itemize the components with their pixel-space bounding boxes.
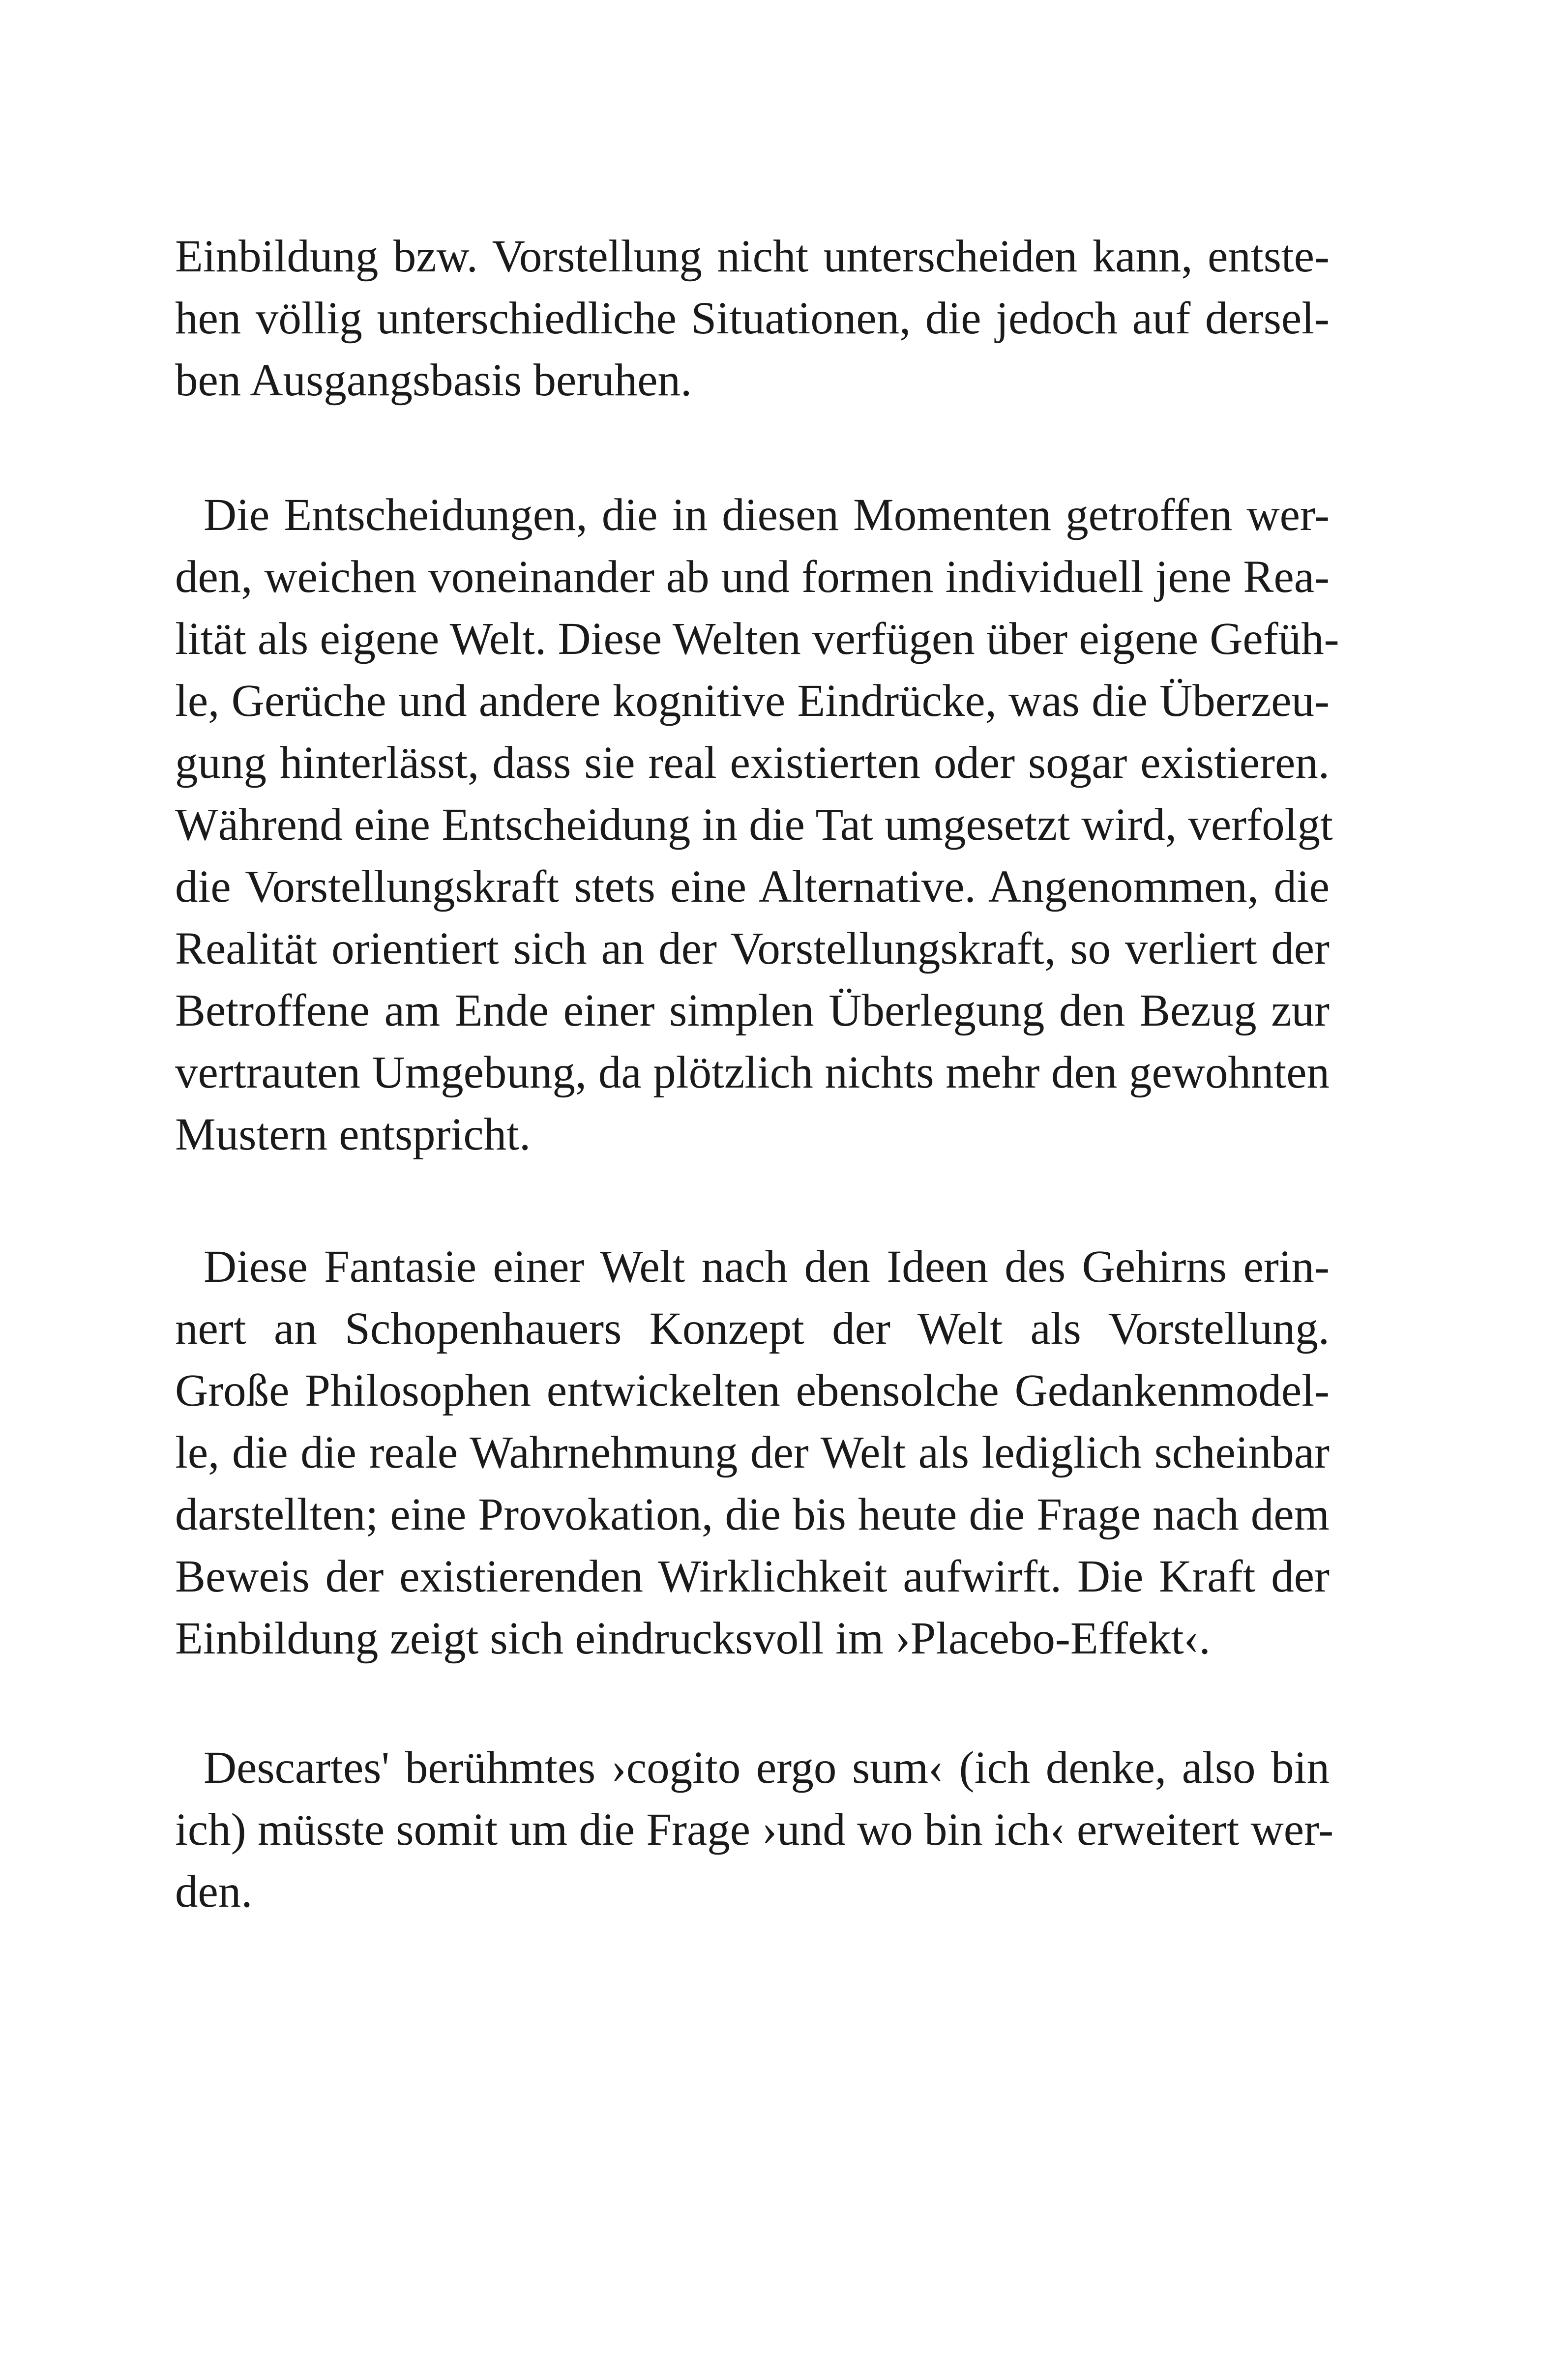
text-line: Diese Fantasie einer Welt nach den Ideen des Gehirns erin- — [204, 1241, 1330, 1292]
text-line: Beweis der existierenden Wirklichkeit aufwirft. Die Kraft der — [175, 1551, 1330, 1602]
text-line: Betroffene am Ende einer simplen Überlegung den Bezug zur — [175, 985, 1330, 1036]
text-line: vertrauten Umgebung, da plötzlich nichts mehr den gewohnten — [175, 1047, 1330, 1098]
text-line: gung hinterlässt, dass sie real existierten oder sogar existieren. — [175, 738, 1330, 788]
text-line: Große Philosophen entwickelten ebensolche Gedankenmodel- — [175, 1365, 1330, 1416]
paragraph — [175, 1737, 1334, 1923]
text-line: Einbildung zeigt sich eindrucksvoll im ›Placebo-Effekt‹. — [175, 1613, 1211, 1664]
text-line: Descartes' berühmtes ›cogito ergo sum‹ (ich denke, also bin — [204, 1742, 1330, 1793]
text-line: le, die die reale Wahrnehmung der Welt als lediglich scheinbar — [175, 1427, 1330, 1478]
text-line: Mustern entspricht. — [175, 1109, 531, 1160]
text-line: le, Gerüche und andere kognitive Eindrücke, was die Überzeu- — [175, 676, 1330, 726]
text-line: den. — [175, 1866, 253, 1917]
text-line: Einbildung bzw. Vorstellung nicht unterscheiden kann, entste- — [175, 231, 1330, 282]
text-line: die Vorstellungskraft stets eine Alternative. Angenommen, die — [175, 861, 1330, 912]
text-line: den, weichen voneinander ab und formen individuell jene Rea- — [175, 552, 1330, 602]
text-line: lität als eigene Welt. Diese Welten verfügen über eigene Gefüh- — [175, 614, 1339, 664]
text-line: darstellten; eine Provokation, die bis heute die Frage nach dem — [175, 1489, 1330, 1540]
text-line: hen völlig unterschiedliche Situationen, die jedoch auf dersel- — [175, 293, 1330, 344]
text-line: Realität orientiert sich an der Vorstellungskraft, so verliert der — [175, 923, 1330, 974]
text-line: ich) müsste somit um die Frage ›und wo bin ich‹ erweitert wer- — [175, 1804, 1334, 1855]
text-line: nert an Schopenhauers Konzept der Welt als Vorstellung. — [175, 1303, 1330, 1354]
text-line: Die Entscheidungen, die in diesen Momenten getroffen wer- — [204, 490, 1330, 540]
text-line: Während eine Entscheidung in die Tat umgesetzt wird, verfolgt — [175, 799, 1333, 850]
paragraph — [175, 226, 1330, 412]
paragraph — [175, 1236, 1330, 1670]
text-line: ben Ausgangsbasis beruhen. — [175, 355, 692, 406]
paragraph — [175, 484, 1339, 1166]
